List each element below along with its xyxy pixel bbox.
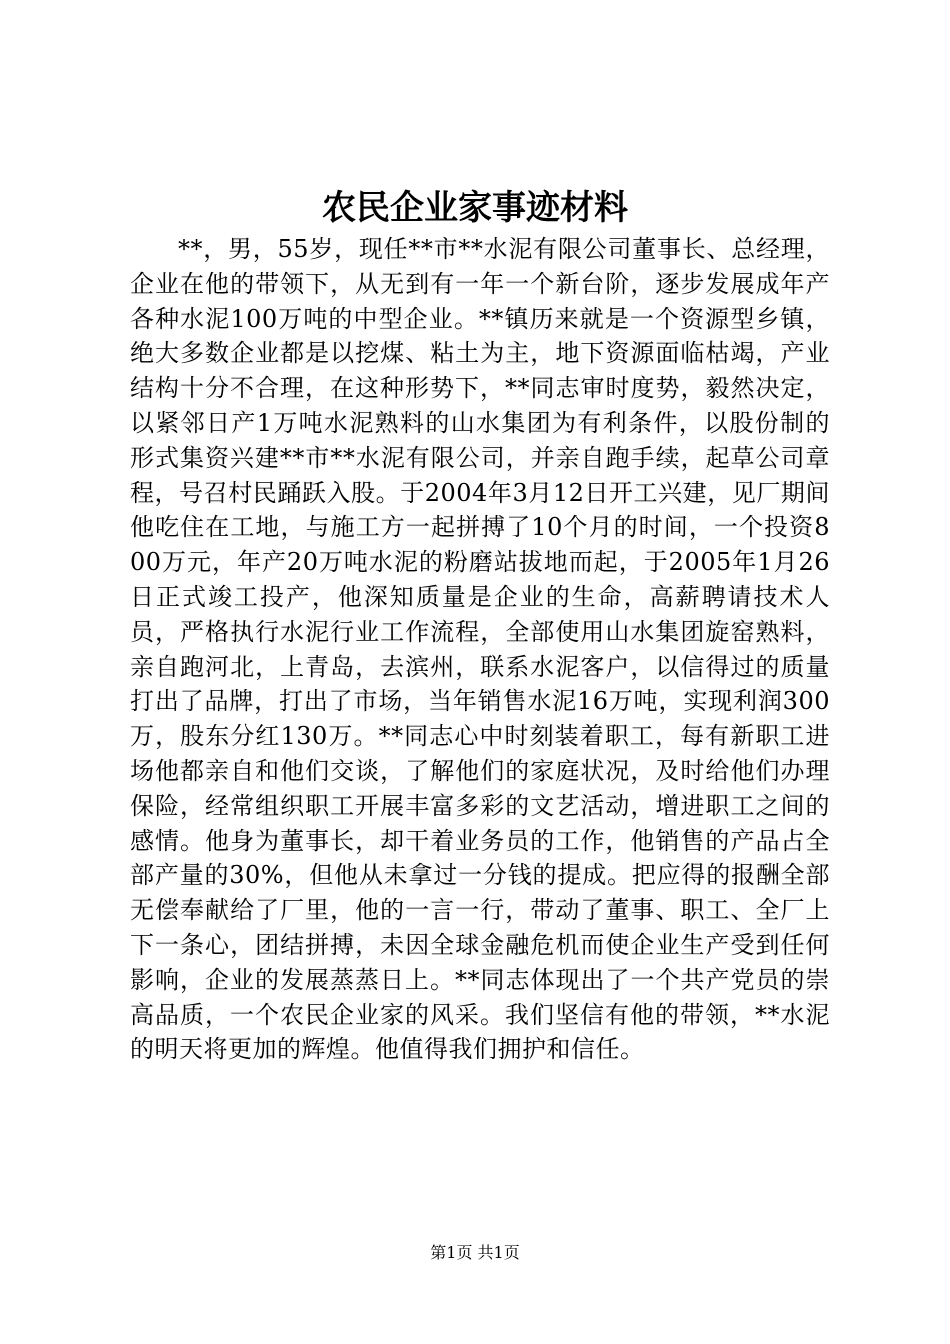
document-title: 农民企业家事迹材料: [322, 188, 628, 228]
body-paragraph: **，男，55岁，现任**市**水泥有限公司董事长、总经理，企业在他的带领下，从无到有一年一个新台阶，逐步发展成年产各种水泥100万吨的中型企业。**镇历来就是一个资源型乡镇，绝大多数企业都是以挖煤、粘土为主，地下资源面临枯竭，产业结构十分不合理，在这种形势下，**同志审时度势，毅然决定，以紧邻日产1万吨水泥熟料的山水集团为有利条件，以股份制的形式集资兴建**市**水泥有限公司，并亲自跑手续，起草公司章程，号召村民踊跃入股。于2004年3月12日开工兴建，见厂期间他吃住在工地，与施工方一起拼搏了10个月的时间，一个投资800万元，年产20万吨水泥的粉磨站拔地而起，于2005年1月26日正式竣工投产，他深知质量是企业的生命，高薪聘请技术人员，严格执行水泥行业工作流程，全部使用山水集团旋窑熟料，亲自跑河北，上青岛，去滨州，联系水泥客户，以信得过的质量打出了品牌，打出了市场，当年销售水泥16万吨，实现利润300万，股东分红130万。**同志心中时刻装着职工，每有新职工进场他都亲自和他们交谈，了解他们的家庭状况，及时给他们办理保险，经常组织职工开展丰富多彩的文艺活动，增进职工之间的感情。他身为董事长，却干着业务员的工作，他销售的产品占全部产量的30%，但他从未拿过一分钱的提成。把应得的报酬全部无偿奉献给了厂里，他的一言一行，带动了董事、职工、全厂上下一条心，团结拼搏，未因全球金融危机而使企业生产受到任何影响，企业的发展蒸蒸日上。**同志体现出了一个共产党员的崇高品质，一个农民企业家的风采。我们坚信有他的带领，**水泥的明天将更加的辉煌。他值得我们拥护和信任。: [130, 235, 830, 1064]
page-footer: 第1页 共1页: [430, 1243, 520, 1262]
